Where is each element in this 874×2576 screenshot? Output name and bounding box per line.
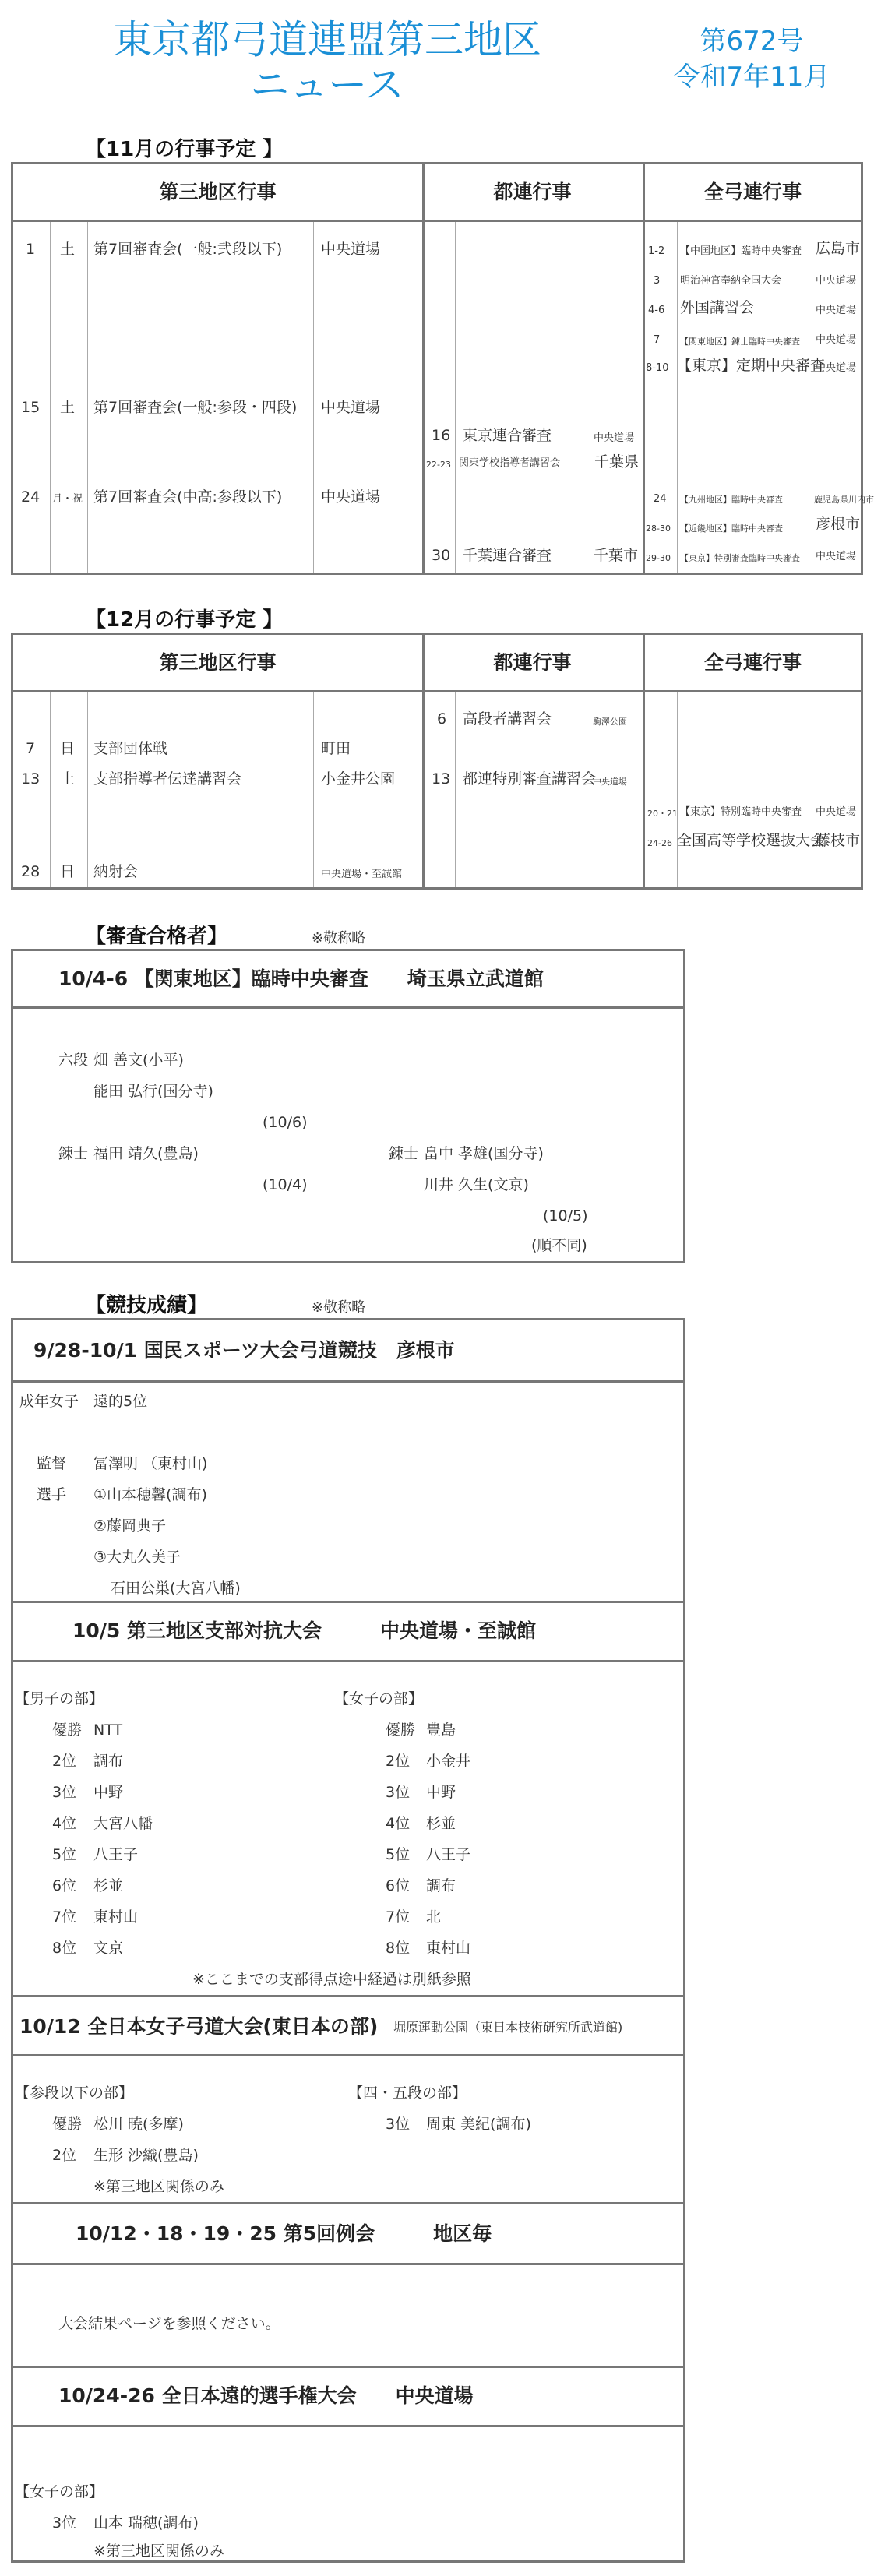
players-label: 選手: [37, 1486, 67, 1503]
joshi-footnote: ※第三地区関係のみ: [93, 2178, 224, 2195]
exam-note: ※敬称略: [312, 930, 366, 946]
col-tokyo-header: 都連行事: [493, 651, 572, 674]
enteki-label: 【女子の部】: [15, 2483, 104, 2500]
exam-title: 10/4-6 【関東地区】臨時中央審査 埼玉県立武道館: [13, 951, 683, 1009]
results-heading: 【競技成績】: [86, 1294, 208, 1317]
results-note: ※敬称略: [312, 1299, 366, 1316]
december-schedule-table: 第三地区行事 都連行事 全弓連行事 7 日 支部団体戦 町田 13 土 支部指導者伝達講習会 小金井公園 28 日 納射会 中央道場・至誠館 6 高段者講習会 駒澤公園 13 都連特別審査講習会 中央道場 20・21 【東京】特別臨時中央審査 中央道場 24-26 全国高等学校選抜大会 藤枝市: [11, 633, 863, 890]
passer-name: 能田 弘行(国分寺): [93, 1083, 213, 1100]
enteki-title: 10/24-26 全日本遠的選手権大会 中央道場: [58, 2384, 474, 2407]
december-heading: 【12月の行事予定 】: [86, 608, 284, 632]
november-schedule-table: 第三地区行事 都連行事 全弓連行事 1 土 第7回審査会(一般:弐段以下) 中央道場 15 土 第7回審査会(一般:参段・四段) 中央道場 24 月・祝 第7回審査会(中高:参段以下) 中央道場 16 東京連合審査 中央道場 22-23 関東学校指導者講習会 千葉県 30 千葉連合審査 千葉市 1-2 【中国地区】臨時中央審査 広島市 3 明治神宮奉納全国大会 中央道場 4-6 外国講習会 中央道場 7 【関東地区】錬士臨時中央審査 中央道場 8-10 【東京】定期中央審査 中央道場 24 【九州地区】臨時中央審査 鹿児島県川内市 28-30 【近畿地区】臨時中央審査 彦根市 29-30 【東京】特別審査臨時中央審査 中央道場: [11, 162, 863, 575]
coach-label: 監督: [37, 1455, 67, 1472]
column-divider: [422, 164, 425, 573]
col-district-header: 第三地区行事: [159, 651, 277, 674]
joshi-left-label: 【参段以下の部】: [15, 2084, 134, 2102]
rank-label: 錬士: [389, 1145, 419, 1162]
exam-heading: 【審査合格者】: [86, 925, 228, 948]
kokumin-result: 成年女子 遠的5位: [19, 1393, 148, 1410]
player-name: ③大丸久美子: [93, 1549, 181, 1566]
passer-name: 畑 善文(小平): [93, 1052, 184, 1069]
exam-box: [11, 949, 685, 1263]
title-line-1: 東京都弓道連盟第三地区: [113, 17, 541, 62]
col-tokyo-header: 都連行事: [493, 181, 572, 203]
player-name: 石田公巣(大宮八幡): [111, 1580, 241, 1597]
enteki-name: 山本 瑞穂(調布): [93, 2514, 199, 2532]
col-national-header: 全弓連行事: [703, 181, 802, 203]
passer-name: 福田 靖久(豊島): [93, 1145, 199, 1162]
rank-label: 錬士: [58, 1145, 89, 1162]
november-heading: 【11月の行事予定 】: [86, 138, 284, 161]
col-district-header: 第三地区行事: [159, 181, 277, 203]
coach-name: 冨澤明 （東村山): [93, 1455, 208, 1472]
enteki-footnote: ※第三地区関係のみ: [93, 2543, 224, 2560]
men-label: 【男子の部】: [15, 1690, 104, 1707]
joshi-venue: 堀原運動公園（東日本技術研究所武道館): [393, 2020, 623, 2035]
passer-name: 川井 久生(文京): [424, 1176, 529, 1193]
women-label: 【女子の部】: [334, 1690, 424, 1707]
column-divider: [643, 164, 645, 573]
issue-number: 第672号: [700, 26, 804, 57]
exam-date: (10/5): [543, 1207, 588, 1225]
enteki-rank: 3位: [52, 2514, 77, 2532]
joshi-right-label: 【四・五段の部】: [348, 2084, 467, 2102]
exam-date: (10/6): [263, 1114, 308, 1131]
player-name: ①山本穂馨(調布): [93, 1486, 207, 1503]
shibu-footnote: ※ここまでの支部得点途中経過は別紙参照: [192, 1971, 471, 1988]
issue-date: 令和7年11月: [673, 62, 830, 93]
player-name: ②藤岡典子: [93, 1517, 167, 1535]
results-box: 9/28-10/1 国民スポーツ大会弓道競技 彦根市 成年女子 遠的5位 監督 冨澤明 （東村山) 選手 ①山本穂馨(調布) ②藤岡典子 ③大丸久美子 石田公巣(大宮八幡) 10/5 第三地区支部対抗大会 中央道場・至誠館 【男子の部】 【女子の部】 優勝 NTT 2位 調布 3位 中野 4位 大宮八幡 5位 八王子 6位 杉並 7位 東村山 8位 文京 優勝 豊島 2位 小金井 3位 中野 4位 杉並 5位 八王子 6位 調布 7位 北 8位 東村山 ※ここまでの支部得点途中経過は別紙参照 10/12 全日本女子弓道大会(東日本の部) 堀原運動公園（東日本技術研究所武道館) 【参段以下の部】 【四・五段の部】 優勝 松川 暁(多摩) 2位 生形 沙織(豊島) 3位 周東 美紀(調布) ※第三地区関係のみ 10/12・18・19・25 第5回例会 地区毎 大会結果ページを参照ください。 10/24-26 全日本遠的選手権大会 中央道場 【女子の部】 3位 山本 瑞穂(調布) ※第三地区関係のみ: [11, 1318, 685, 2563]
col-national-header: 全弓連行事: [703, 651, 802, 674]
joshi-title: 10/12 全日本女子弓道大会(東日本の部): [19, 2015, 379, 2038]
title-line-2: ニュース: [250, 62, 404, 107]
exam-date: (10/4): [263, 1176, 308, 1193]
reikai-body: 大会結果ページを参照ください。: [58, 2315, 280, 2332]
shibu-title: 10/5 第三地区支部対抗大会 中央道場・至誠館: [72, 1619, 537, 1642]
rank-label: 六段: [58, 1052, 89, 1069]
kokumin-title: 9/28-10/1 国民スポーツ大会弓道競技 彦根市: [13, 1320, 683, 1383]
passer-name: 畠中 孝雄(国分寺): [424, 1145, 544, 1162]
issue-info: [650, 23, 853, 95]
order-note: (順不同): [531, 1237, 587, 1254]
newsletter-title: [0, 17, 654, 107]
reikai-title: 10/12・18・19・25 第5回例会 地区毎: [76, 2222, 492, 2245]
